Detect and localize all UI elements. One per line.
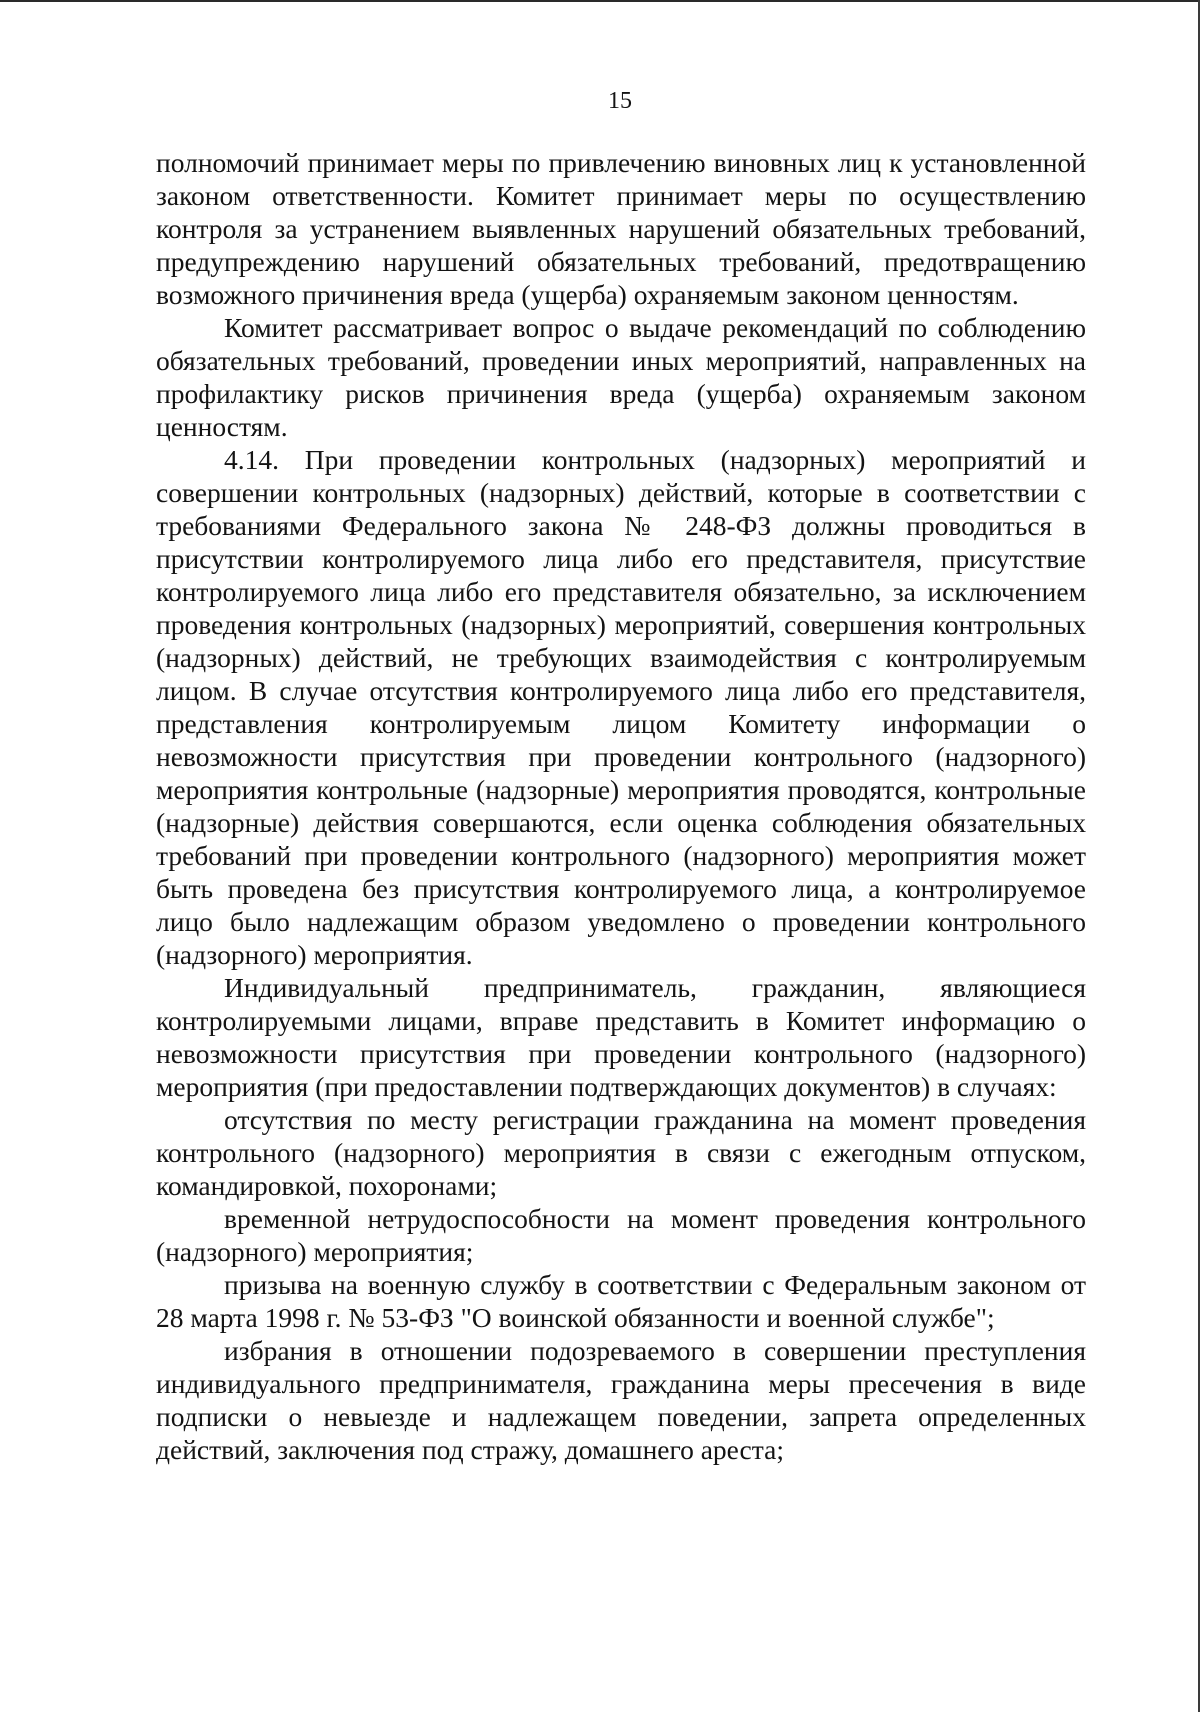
document-body xyxy=(156,146,1086,1466)
paragraph-4: Индивидуальный предприниматель, гражданин, являющиеся контролируемыми лицами, вправе представить в Комитет информацию о невозможности присутствия при проведении контрольного (надзорного) мероприятия (при предоставлении подтверждающих документов) в случаях: xyxy=(156,972,1086,1102)
page-number: 15 xyxy=(608,88,632,114)
paragraph-7: призыва на военную службу в соответствии с Федеральным законом от 28 марта 1998 г. № 53-ФЗ "О воинской обязанности и военной службе"; xyxy=(156,1269,1086,1333)
paragraph-8: избрания в отношении подозреваемого в совершении преступления индивидуального предпринимателя, гражданина меры пресечения в виде подписки о невыезде и надлежащем поведении, запрета определенных действий, заключения под стражу, домашнего ареста; xyxy=(156,1335,1086,1465)
paragraph-6: временной нетрудоспособности на момент проведения контрольного (надзорного) мероприятия; xyxy=(156,1203,1086,1267)
paragraph-1: полномочий принимает меры по привлечению виновных лиц к установленной законом ответственности. Комитет принимает меры по осуществлению контроля за устранением выявленных нарушений обязательных требований, предупреждению нарушений обязательных требований, предотвращению возможного причинения вреда (ущерба) охраняемым законом ценностям. xyxy=(156,147,1086,310)
paragraph-5: отсутствия по месту регистрации гражданина на момент проведения контрольного (надзорного) мероприятия в связи с ежегодным отпуском, командировкой, похоронами; xyxy=(156,1104,1086,1201)
scan-edge-top xyxy=(0,0,1200,2)
paragraph-3: 4.14. При проведении контрольных (надзорных) мероприятий и совершении контрольных (надзорных) действий, которые в соответствии с требованиями Федерального закона № 248-ФЗ должны проводиться в присутствии контролируемого лица либо его представителя, присутствие контролируемого лица либо его представителя обязательно, за исключением проведения контрольных (надзорных) мероприятий, совершения контрольных (надзорных) действий, не требующих взаимодействия с контролируемым лицом. В случае отсутствия контролируемого лица либо его представителя, представления контролируемым лицом Комитету информации о невозможности присутствия при проведении контрольного (надзорного) мероприятия контрольные (надзорные) мероприятия проводятся, контрольные (надзорные) действия совершаются, если оценка соблюдения обязательных требований при проведении контрольного (надзорного) мероприятия может быть проведена без присутствия контролируемого лица, а контролируемое лицо было надлежащим образом уведомлено о проведении контрольного (надзорного) мероприятия. xyxy=(156,444,1086,970)
paragraph-2: Комитет рассматривает вопрос о выдаче рекомендаций по соблюдению обязательных требований, проведении иных мероприятий, направленных на профилактику рисков причинения вреда (ущерба) охраняемым законом ценностям. xyxy=(156,312,1086,442)
